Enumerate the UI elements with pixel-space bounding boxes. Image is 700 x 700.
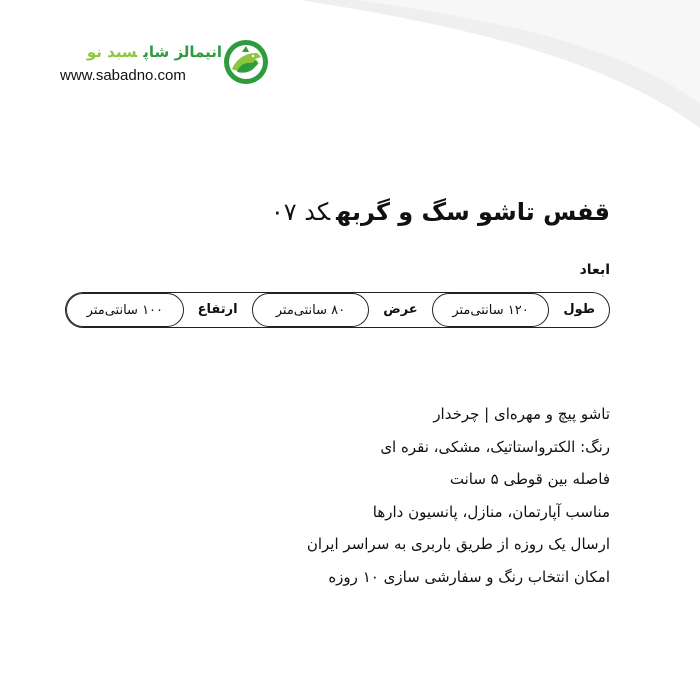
- brand-name: انیمالز شاپ: [143, 43, 222, 61]
- feature-spacing: فاصله بین قوطی ۵ سانت: [449, 470, 610, 488]
- feature-customization: امکان انتخاب رنگ و سفارشی سازی ۱۰ روزه: [328, 567, 610, 586]
- brand-name-line: [87, 41, 222, 63]
- dimensions-heading: ابعاد: [579, 262, 610, 278]
- product-name: قفس تاشو سگ و گربه: [336, 198, 610, 226]
- brand-logo[interactable]: [60, 38, 274, 94]
- feature-suitability: مناسب آپارتمان، منازل، پانسیون دارها: [372, 502, 610, 521]
- features-list: [190, 398, 610, 593]
- animal-silhouettes-logo-icon: [222, 38, 270, 86]
- dimension-length-value: ۱۲۰ سانتی‌متر: [432, 293, 550, 327]
- product-code: کد ۰۷: [270, 198, 331, 226]
- dimension-height-value: ۱۰۰ سانتی‌متر: [66, 293, 184, 327]
- feature-shipping: ارسال یک روزه از طریق باربری به سراسر ایران: [306, 535, 610, 553]
- dimension-width-label: عرض: [383, 302, 418, 317]
- dimensions-row: [65, 292, 610, 328]
- feature-folding: تاشو پیچ و مهره‌ای | چرخدار: [433, 405, 610, 423]
- dimension-height-label: ارتفاع: [197, 302, 238, 317]
- dimension-width-value: ۸۰ سانتی‌متر: [252, 293, 370, 327]
- brand-url[interactable]: www.sabadno.com: [60, 67, 186, 84]
- feature-color: رنگ: الکترواستاتیک، مشکی، نقره ای: [380, 437, 610, 456]
- dimension-length-label: طول: [563, 302, 595, 317]
- product-title: [271, 193, 610, 231]
- brand-subname: سبد نو: [86, 43, 138, 61]
